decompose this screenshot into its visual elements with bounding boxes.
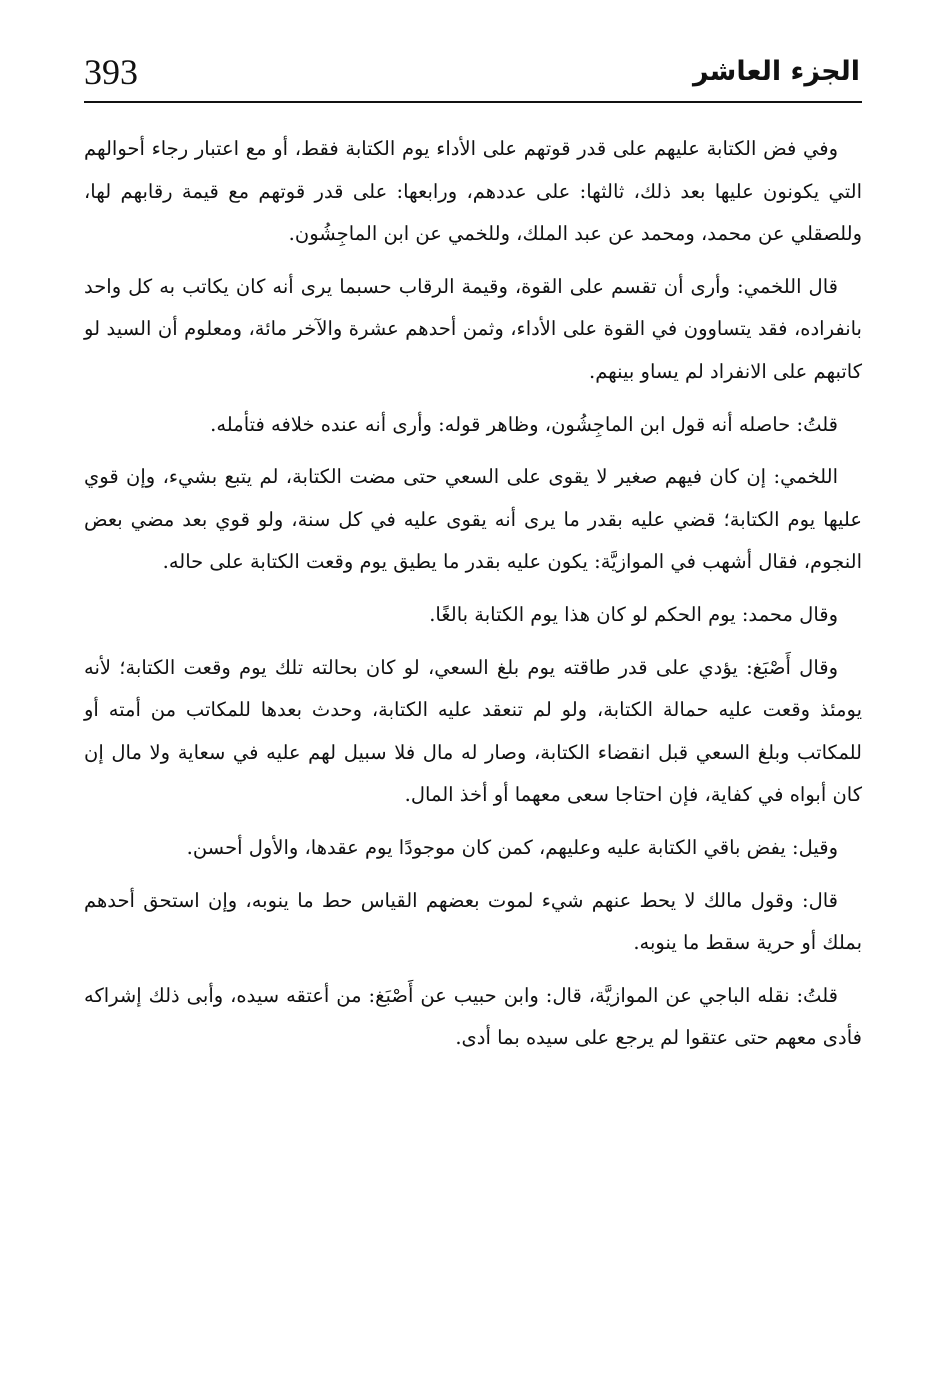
running-head: الجزء العاشر (693, 56, 860, 87)
paragraph: قلتُ: حاصله أنه قول ابن الماجِشُون، وظاهر قوله: وأرى أنه عنده خلافه فتأمله. (210, 412, 838, 436)
header-rule (84, 101, 862, 103)
paragraph: وقيل: يفض باقي الكتابة عليه وعليهم، كمن كان موجودًا يوم عقدها، والأول أحسن. (186, 835, 838, 859)
page-header (84, 52, 860, 96)
body-text (84, 128, 862, 1060)
paragraph: قال اللخمي: وأرى أن تقسم على القوة، وقيمة الرقاب حسبما يرى أنه كان يكاتب به كل واحد بانفراده، فقد يتساوون في القوة على الأداء، وثمن أحدهم عشرة والآخر مائة، ومعلوم أن السيد لو كاتبهم على الانفراد لم يساو بينهم. (84, 274, 862, 383)
page-number: 393 (84, 52, 138, 92)
paragraph: وقال أَصْبَغ: يؤدي على قدر طاقته يوم بلغ السعي، لو كان بحالته تلك يوم وقعت الكتابة؛ لأنه يومئذ وقعت عليه حمالة الكتابة، ولو لم تنعقد عليه الكتابة، وحدث بعدها للمكاتب من أمته أو للمكاتب وبلغ السعي قبل انقضاء الكتابة، وصار له مال فلا سبيل لهم عليه في سعاية ولا مال إن كان أبواه في كفاية، فإن احتاجا سعى معهما أو أخذ المال. (84, 655, 862, 807)
paragraph: اللخمي: إن كان فيهم صغير لا يقوى على السعي حتى مضت الكتابة، لم يتبع بشيء، وإن قوي عليها يوم الكتابة؛ قضي عليه بقدر ما يرى أنه يقوى عليه في كل سنة، ولو قوي بعد مضي بعض النجوم، فقال أشهب في الموازيَّة: يكون عليه بقدر ما يطيق يوم وقعت الكتابة على حاله. (84, 465, 862, 574)
paragraph: وقال محمد: يوم الحكم لو كان هذا يوم الكتابة بالغًا. (429, 602, 838, 626)
paragraph: وفي فض الكتابة عليهم على قدر قوتهم على الأداء يوم الكتابة فقط، أو مع اعتبار رجاء أحوالهم التي يكونون عليها بعد ذلك، ثالثها: على عددهم، ورابعها: على قدر قوتهم مع قيمة رقابهم لها، وللصقلي عن محمد، ومحمد عن عبد الملك، وللخمي عن ابن الماجِشُون. (84, 137, 862, 246)
paragraph: قلتُ: نقله الباجي عن الموازيَّة، قال: وابن حبيب عن أَصْبَغ: من أعتقه سيده، وأبى ذلك إشراكه فأدى معهم حتى عتقوا لم يرجع على سيده بما أدى. (84, 983, 862, 1050)
paragraph: قال: وقول مالك لا يحط عنهم شيء لموت بعضهم القياس حط ما ينوبه، وإن استحق أحدهم بملك أو حرية سقط ما ينوبه. (84, 888, 862, 955)
